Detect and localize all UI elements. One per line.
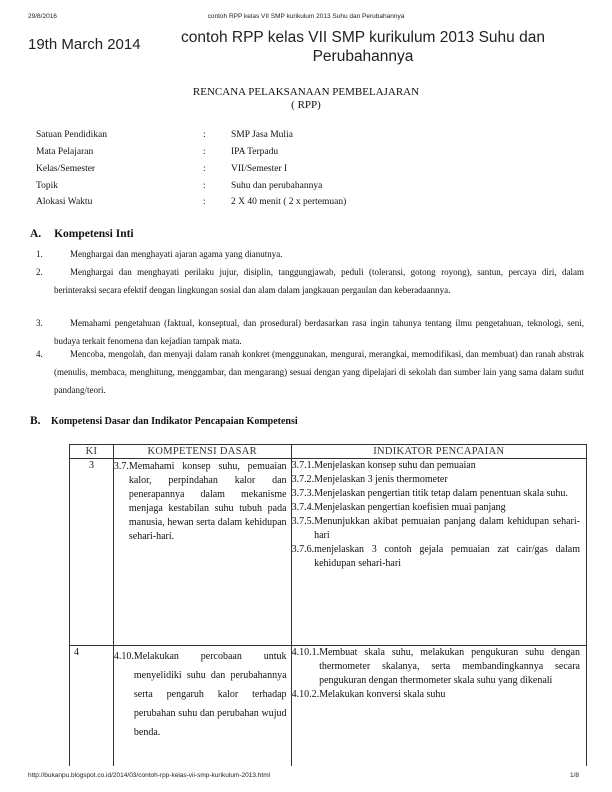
ki-item-text: Menghargai dan menghayati ajaran agama yang dianutnya. [70, 249, 283, 259]
header-ki: KI [70, 445, 114, 459]
kd-text: Memahami konsep suhu, pemuaian kalor, perpindahan kalor dan penerapannya dalam mekanisme menjaga kestabilan suhu tubuh pada manusia, hewan serta dalam kehidupan sehari-hari. [128, 461, 287, 542]
competency-table [69, 444, 587, 766]
indicator-cell [291, 459, 586, 646]
indicator-item [292, 459, 586, 473]
rpp-heading: RENCANA PELAKSANAAN PEMBELAJARAN [192, 86, 420, 98]
kd-text: Melakukan percobaan untuk menyelidiki suhu dan perubahannya serta pengaruh kalor terhadap perubahan suhu dan perubahan wujud benda. [133, 651, 287, 738]
indicator-item [292, 688, 586, 702]
indicator-item [292, 487, 586, 501]
section-b-heading [30, 415, 298, 427]
ki-item-number: 1. [36, 249, 43, 259]
indicator-text: Menunjukkan akibat pemuaian panjang dalam kehidupan sehari-hari [314, 516, 580, 541]
indicator-number: 3.7.3. [291, 488, 315, 499]
indicator-number: 3.7.1. [291, 460, 315, 471]
indicator-number: 3.7.4. [291, 502, 315, 513]
header-indikator: INDIKATOR PENCAPAIAN [291, 445, 586, 459]
print-date: 29/8/2016 [28, 13, 57, 20]
rpp-subheading: ( RPP) [291, 99, 321, 111]
page-url: http://bukanpu.blogspot.co.id/2014/03/contoh-rpp-kelas-vii-smp-kurikulum-2013.html [28, 772, 271, 779]
indicator-number: 4.10.2. [291, 689, 320, 700]
identity-label: Satuan Pendidikan [36, 130, 107, 140]
indicator-cell [291, 646, 586, 767]
table-row [70, 646, 587, 767]
indicator-number: 3.7.6. [291, 544, 315, 555]
identity-colon: : [203, 147, 206, 157]
ki-item-number: 2. [36, 267, 43, 277]
indicator-item [292, 646, 586, 688]
identity-label: Kelas/Semester [36, 164, 96, 174]
indicator-text: Menjelaskan konsep suhu dan pemuaian [314, 460, 476, 471]
identity-value: SMP Jasa Mulia [231, 130, 293, 140]
identity-value: Suhu dan perubahannya [231, 181, 323, 191]
identity-colon: : [203, 164, 206, 174]
indicator-text: Menjelaskan pengertian koefisien muai panjang [314, 502, 506, 513]
identity-label: Alokasi Waktu [36, 197, 93, 207]
kd-cell [113, 459, 291, 646]
identity-value: IPA Terpadu [231, 147, 279, 157]
section-a-title: Kompetensi Inti [54, 228, 134, 240]
ki-item-number: 4. [36, 349, 43, 359]
page-number: 1/8 [570, 772, 580, 779]
identity-value: 2 X 40 menit ( 2 x pertemuan) [231, 197, 347, 207]
ki-item-text: Mencoba, mengolah, dan menyaji dalam ranah konkret (menggunakan, mengurai, merangkai, memodifikasi, dan membuat) dan ranah abstrak (menulis, membaca, menghitung, menggambar, dan mengarang) sesuai dengan yang dipelajari di sekolah dan sumber lain yang sama dalam sudut pandang/teori. [54, 349, 584, 395]
kd-number: 3.7. [113, 461, 129, 472]
table-header-row [70, 445, 587, 459]
ki-item-number: 3. [36, 318, 43, 328]
indicator-item [292, 473, 586, 487]
indicator-item [292, 515, 586, 543]
indicator-number: 3.7.5. [291, 516, 315, 527]
identity-colon: : [203, 181, 206, 191]
indicator-text: menjelaskan 3 contoh gejala pemuaian zat cair/gas dalam kehidupan sehari-hari [314, 544, 580, 569]
ki-item-text: Menghargai dan menghayati perilaku jujur, disiplin, tanggungjawab, peduli (toleransi, gotong royong), santun, percaya diri, dalam berinteraksi secara efektif dengan lingkungan sosial dan alam dalam jangkauan pergaulan dan keberadaannya. [54, 267, 584, 295]
indicator-number: 3.7.2. [291, 474, 315, 485]
indicator-item [292, 543, 586, 571]
indicator-text: Melakukan konversi skala suhu [319, 689, 446, 700]
post-title: contoh RPP kelas VII SMP kurikulum 2013 Suhu dan Perubahannya [181, 29, 545, 65]
identity-colon: : [203, 130, 206, 140]
section-a-heading [30, 228, 134, 240]
kd-number: 4.10. [113, 651, 134, 662]
indicator-number: 4.10.1. [291, 647, 320, 658]
identity-colon: : [203, 197, 206, 207]
section-b-title: Kompetensi Dasar dan Indikator Pencapaian Kompetensi [51, 416, 298, 427]
post-date: 19th March 2014 [28, 36, 141, 53]
kd-cell [113, 646, 291, 767]
print-title: contoh RPP kelas VII SMP kurikulum 2013 Suhu dan Perubahannya [207, 13, 405, 20]
section-a-marker: A. [30, 228, 42, 240]
identity-label: Mata Pelajaran [36, 147, 94, 157]
table-row [70, 459, 587, 646]
indicator-text: Menjelaskan 3 jenis thermometer [314, 474, 448, 485]
header-kompetensi-dasar: KOMPETENSI DASAR [113, 445, 291, 459]
ki-cell: 3 [70, 459, 114, 646]
indicator-text: Menjelaskan pengertian titik tetap dalam penentuan skala suhu. [314, 488, 568, 499]
identity-value: VII/Semester I [231, 164, 288, 174]
indicator-item [292, 501, 586, 515]
section-b-marker: B. [30, 415, 41, 427]
ki-cell: 4 [70, 646, 114, 767]
ki-item-text: Memahami pengetahuan (faktual, konseptual, dan prosedural) berdasarkan rasa ingin tahunya tentang ilmu pengetahuan, teknologi, seni, budaya terkait fenomena dan kejadian tampak mata. [54, 318, 584, 346]
identity-label: Topik [36, 181, 59, 191]
indicator-text: Membuat skala suhu, melakukan pengukuran suhu dengan thermometer skalanya, serta membandingkannya secara pengukuran dengan thermometer skala suhu yang dikenali [319, 647, 580, 686]
